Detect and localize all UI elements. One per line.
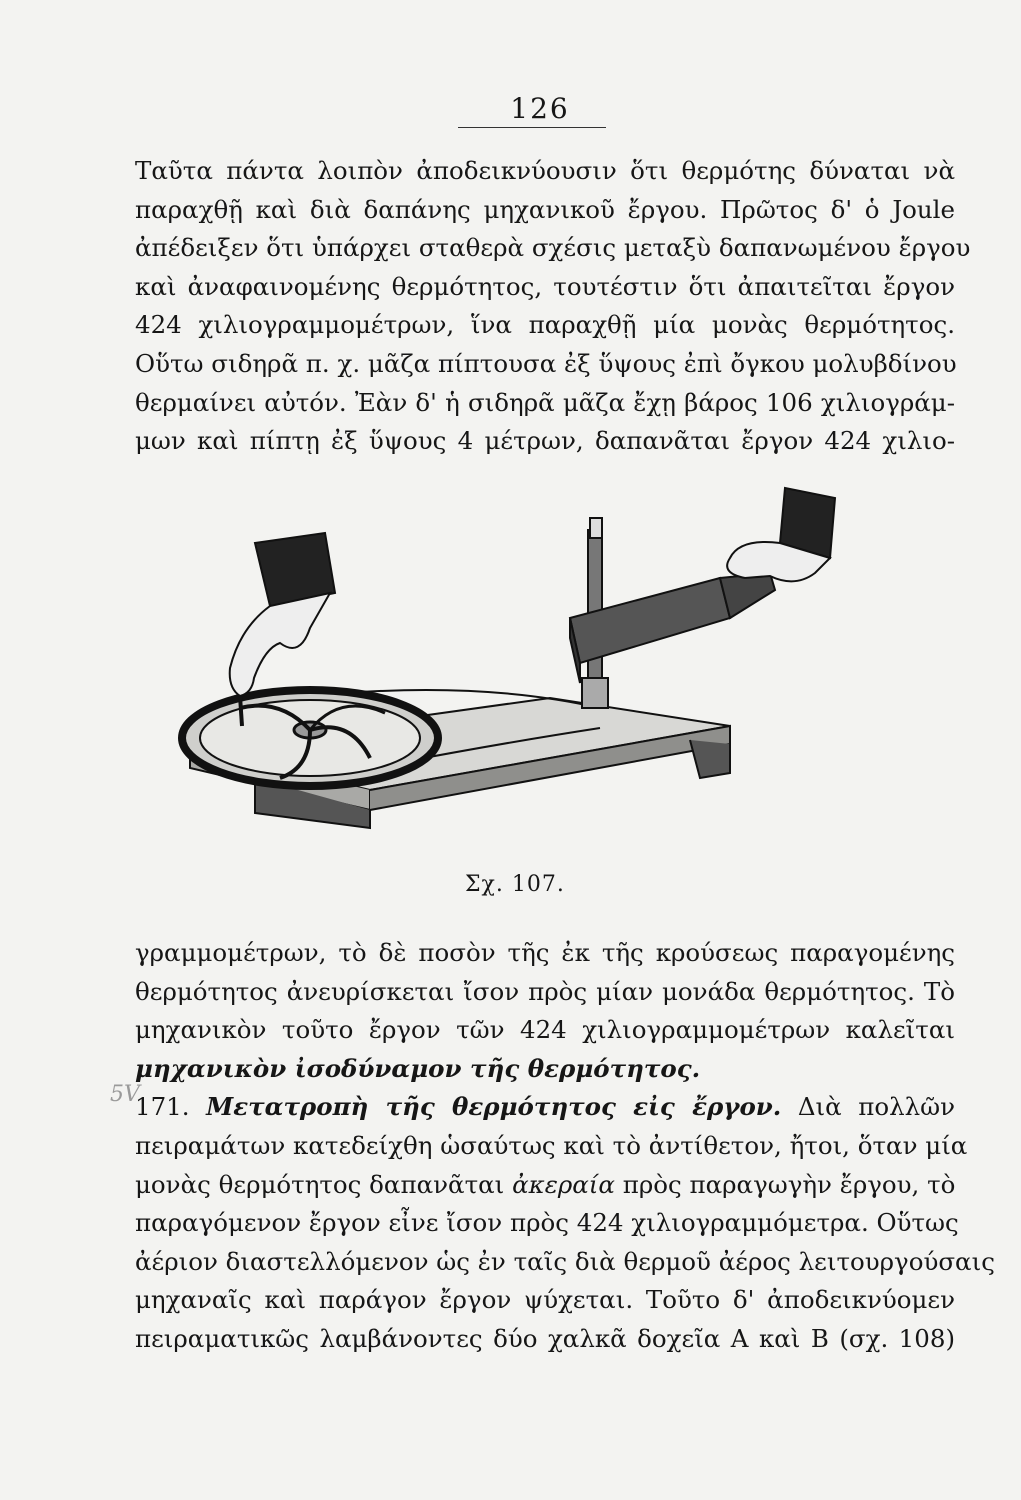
header-rule — [458, 127, 606, 128]
text-line: πειραματικῶς λαμβάνοντες δύο χαλκᾶ δοχεῖα Α καὶ Β (σχ. 108) — [135, 1323, 955, 1353]
text-line: θερμαίνει αὐτόν. Ἐὰν δ' ἡ σιδηρᾶ μᾶζα ἔχῃ βάρος 106 χιλιογράμ- — [135, 387, 955, 417]
section-text: Διὰ πολλῶν — [797, 1092, 956, 1122]
text-fragment: μονὰς θερμότητος δαπανᾶται — [135, 1169, 505, 1199]
margin-annotation: 5V — [110, 1082, 140, 1107]
text-line: Ταῦτα πάντα λοιπὸν ἀποδεικνύουσιν ὅτι θερμότης δύναται νὰ — [135, 156, 955, 185]
right-hand — [727, 488, 835, 581]
text-fragment: πρὸς παραγωγὴν ἔργου, τὸ — [622, 1169, 956, 1199]
flywheel — [182, 690, 438, 786]
figure-caption: Σχ. 107. — [465, 872, 565, 897]
page-number: 126 — [510, 92, 570, 125]
text-line-emphasis — [135, 1050, 955, 1089]
text-line: θερμότητος ἀνευρίσκεται ἴσον πρὸς μίαν μονάδα θερμότητος. Τὸ — [135, 976, 955, 1006]
section-heading-line — [135, 1088, 955, 1127]
mechanical-equivalent-term: μηχανικὸν ἰσοδύναμον τῆς θερμότητος. — [135, 1053, 701, 1083]
text-line: μων καὶ πίπτῃ ἐξ ὕψους 4 μέτρων, δαπανᾶται ἔργον 424 χιλιο- — [135, 426, 955, 456]
text-line: γραμμομέτρων, τὸ δὲ ποσὸν τῆς ἐκ τῆς κρούσεως παραγομένης — [135, 938, 955, 967]
joule-apparatus-illustration — [170, 478, 840, 853]
text-line: ἀέριον διαστελλόμενον ὡς ἐν ταῖς διὰ θερμοῦ ἀέρος λειτουργούσαις — [135, 1246, 995, 1276]
text-line: πειραμάτων κατεδείχθη ὡσαύτως καὶ τὸ ἀντίθετον, ἤτοι, ὅταν μία — [135, 1130, 968, 1160]
text-line: καὶ ἀναφαινομένης θερμότητος, τουτέστιν ὅτι ἀπαιτεῖται ἔργον — [135, 271, 955, 301]
text-line: μηχαναῖς καὶ παράγον ἔργον ψύχεται. Τοῦτο δ' ἀποδεικνύομεν — [135, 1285, 955, 1315]
section-title: Μετατροπὴ τῆς θερμότητος εἰς ἔργον. — [206, 1092, 782, 1122]
bottom-paragraph — [135, 934, 995, 1359]
text-line — [135, 1166, 955, 1205]
top-paragraph — [135, 152, 971, 461]
joule-apparatus-figure — [170, 478, 840, 853]
text-line: 424 χιλιογραμμομέτρων, ἵνα παραχθῇ μία μονὰς θερμότητος. — [135, 310, 955, 340]
text-line: Οὕτω σιδηρᾶ π. χ. μᾶζα πίπτουσα ἐξ ὕψους ἐπὶ ὄγκου μολυβδίνου — [135, 348, 957, 378]
section-number: 171. — [135, 1092, 190, 1122]
text-line: ἀπέδειξεν ὅτι ὑπάρχει σταθερὰ σχέσις μεταξὺ δαπανωμένου ἔργου — [135, 233, 971, 263]
text-line: παραχθῇ καὶ διὰ δαπάνης μηχανικοῦ ἔργου. Πρῶτος δ' ὁ Joule — [135, 194, 955, 224]
emphasis-word: ἀκεραία — [512, 1169, 615, 1199]
text-line: μηχανικὸν τοῦτο ἔργον τῶν 424 χιλιογραμμομέτρων καλεῖται — [135, 1015, 955, 1045]
text-line: παραγόμενον ἔργον εἶνε ἴσον πρὸς 424 χιλιογραμμόμετρα. Οὕτως — [135, 1208, 959, 1238]
